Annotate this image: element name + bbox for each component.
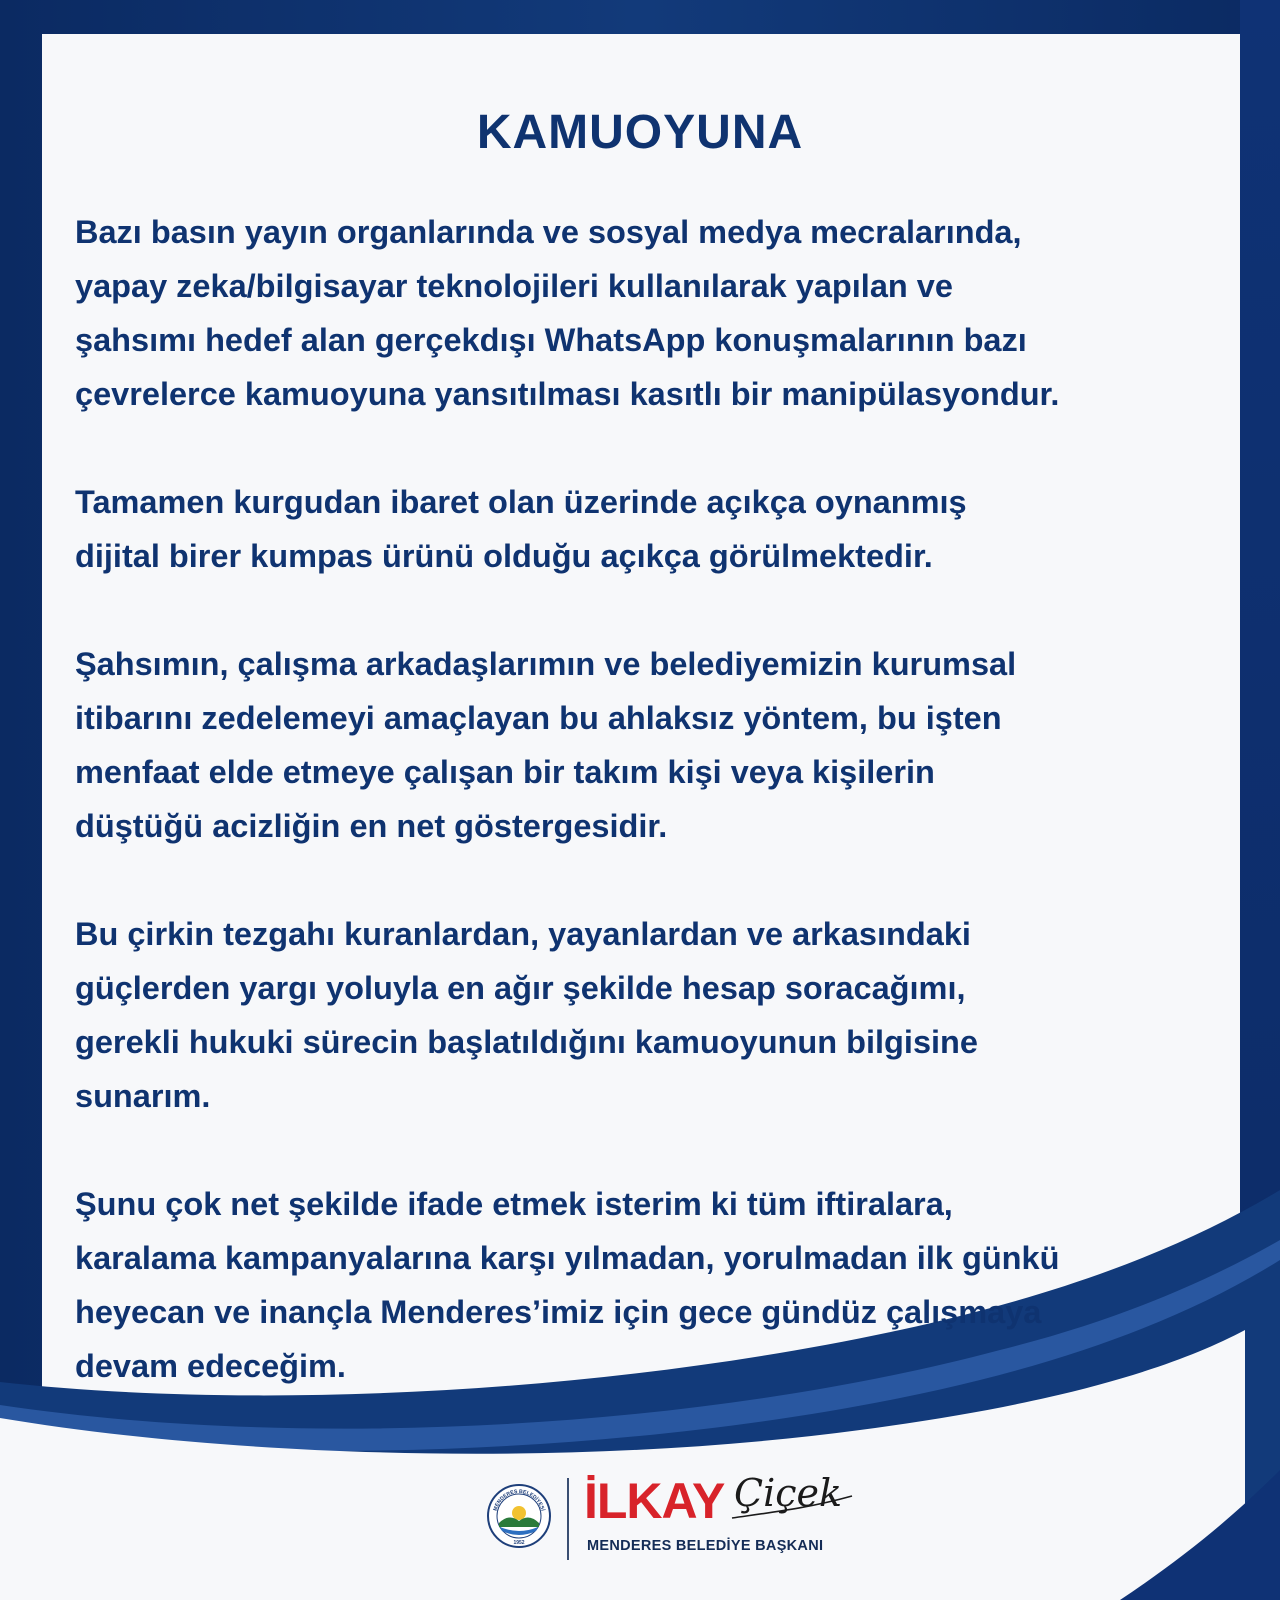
svg-text:MENDERES BELEDİYESİ: MENDERES BELEDİYESİ bbox=[492, 1488, 546, 1512]
paragraph-5: Şunu çok net şekilde ifade etmek isterim ki tüm iftiralara, karalama kampanyalarına karşı yılmadan, yorulmadan ilk günkü heyecan ve inançla Menderes’imiz için gece gündüz çalışmaya devam edeceğim. bbox=[75, 1186, 1060, 1384]
mayor-name-logo bbox=[584, 1466, 854, 1530]
name-last: Çiçek bbox=[734, 1471, 843, 1515]
footer-signature bbox=[0, 1460, 1280, 1580]
statement-body bbox=[75, 205, 1215, 1447]
footer-divider bbox=[567, 1478, 569, 1560]
svg-text:1952: 1952 bbox=[513, 1540, 525, 1546]
paragraph-2: Tamamen kurgudan ibaret olan üzerinde açıkça oynanmış dijital birer kumpas ürünü olduğu açıkça görülmektedir. bbox=[75, 484, 967, 574]
municipality-seal-logo bbox=[486, 1483, 552, 1549]
mayor-title: MENDERES BELEDİYE BAŞKANI bbox=[587, 1538, 824, 1554]
paragraph-3: Şahsımın, çalışma arkadaşlarımın ve belediyemizin kurumsal itibarını zedelemeyi amaçlayan bu ahlaksız yöntem, bu işten menfaat elde etmeye çalışan bir takım kişi veya kişilerin düştüğü acizliğin en net göstergesidir. bbox=[75, 646, 1017, 844]
name-first: İLKAY bbox=[584, 1473, 725, 1529]
page-title: KAMUOYUNA bbox=[476, 106, 804, 159]
paragraph-4: Bu çirkin tezgahı kuranlardan, yayanlardan ve arkasındaki güçlerden yargı yoluyla en ağır şekilde hesap soracağımı, gerekli hukuki sürecin başlatıldığını kamuoyunun bilgisine sunarım. bbox=[75, 916, 978, 1114]
paragraph-1: Bazı basın yayın organlarında ve sosyal medya mecralarında, yapay zeka/bilgisayar teknolojileri kullanılarak yapılan ve şahsımı hedef alan gerçekdışı WhatsApp konuşmalarının bazı çevrelerce kamuoyuna yansıtılması kasıtlı bir manipülasyondur. bbox=[75, 214, 1060, 412]
